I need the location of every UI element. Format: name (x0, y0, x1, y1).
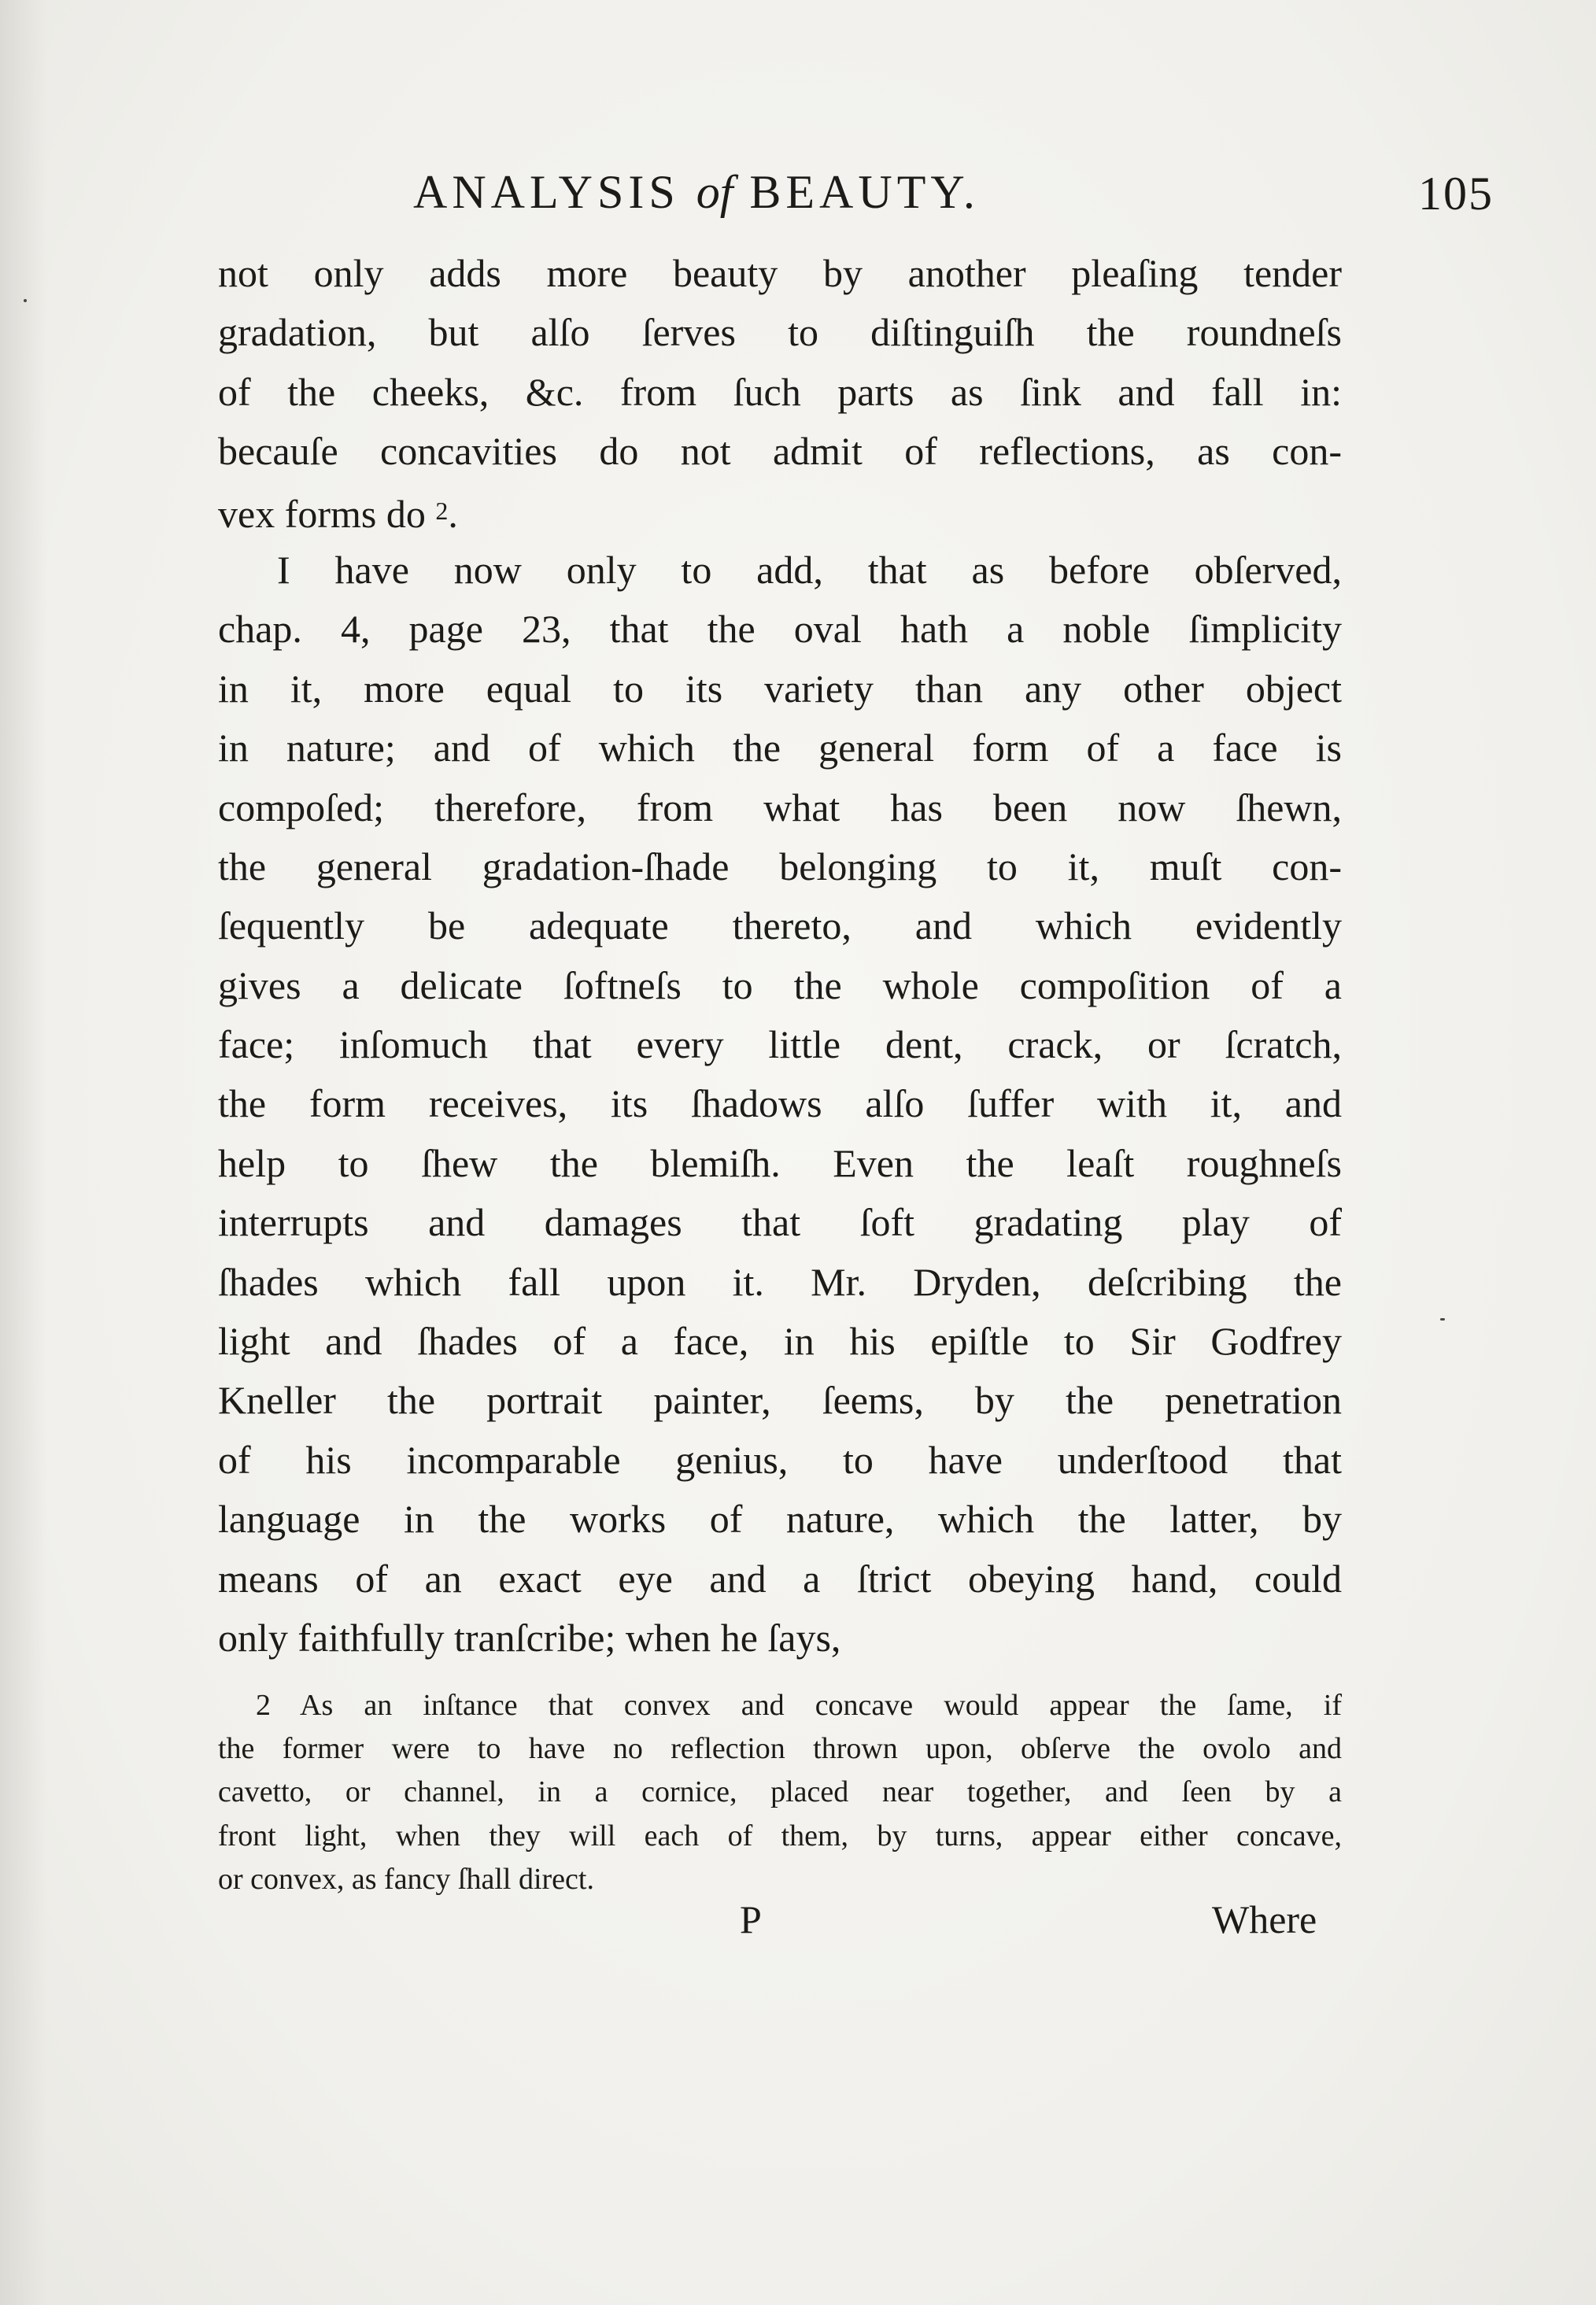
footnote-block (218, 1684, 1342, 1901)
footnote-line: front light, when they will each of them, by turns, appear either concave, (218, 1819, 1342, 1852)
body-line: becauſe concavities do not admit of reflections, as con- (218, 429, 1342, 474)
body-line: help to ſhew the blemiſh. Even the leaſt roughneſs (218, 1140, 1342, 1185)
running-head (0, 165, 1596, 228)
body-line-text: vex forms do (218, 491, 426, 536)
footnote-line: 2 As an inſtance that convex and concave would appear the ſame, if (256, 1689, 1342, 1722)
body-line: the general gradation-ſhade belonging to it, muſt con- (218, 844, 1342, 888)
body-text (218, 244, 1342, 1668)
catchword: Where (1212, 1897, 1317, 1941)
footnote-line: the former were to have no reflection thrown upon, obſerve the ovolo and (218, 1732, 1342, 1766)
title-part-1: ANALYSIS (413, 166, 680, 218)
body-line: chap. 4, page 23, that the oval hath a noble ſimplicity (218, 607, 1342, 652)
body-line: ſhades which fall upon it. Mr. Dryden, deſcribing the (218, 1259, 1342, 1304)
title-part-2: BEAUTY. (749, 166, 980, 218)
body-line: ſequently be adequate thereto, and which evidently (218, 903, 1342, 948)
signature-mark: P (740, 1897, 762, 1941)
gutter-shadow (0, 0, 47, 2305)
body-line: language in the works of nature, which the latter, by (218, 1497, 1342, 1542)
body-line-paragraph-start: I have now only to add, that as before obſerved, (277, 547, 1342, 592)
body-line: compoſed; therefore, from what has been now ſhewn, (218, 785, 1342, 829)
title-of: of (696, 166, 733, 218)
body-line: of his incomparable genius, to have underſtood that (218, 1437, 1342, 1482)
body-line-with-footnote-ref (218, 482, 1342, 541)
body-line: Kneller the portrait painter, ſeems, by the penetration (218, 1378, 1342, 1423)
body-line: light and ſhades of a face, in his epiſtle to Sir Godfrey (218, 1319, 1342, 1364)
body-line: means of an exact eye and a ſtrict obeying hand, could (218, 1556, 1342, 1601)
running-title (413, 165, 980, 220)
body-line: of the cheeks, &c. from ſuch parts as ſink and fall in: (218, 369, 1342, 414)
footnote-line: cavetto, or channel, in a cornice, placed near together, and ſeen by a (218, 1775, 1342, 1809)
body-line: interrupts and damages that ſoft gradating play of (218, 1200, 1342, 1245)
footnote-reference: 2 (435, 496, 449, 525)
body-line: gives a delicate ſoftneſs to the whole compoſition of a (218, 962, 1342, 1007)
body-line: in nature; and of which the general form of a face is (218, 726, 1342, 770)
footnote-line: or convex, as fancy ſhall direct. (218, 1862, 594, 1896)
body-line: the form receives, its ſhadows alſo ſuffer with it, and (218, 1081, 1342, 1126)
body-line: face; inſomuch that every little dent, crack, or ſcratch, (218, 1022, 1342, 1067)
body-line: in it, more equal to its variety than any other object (218, 666, 1342, 711)
paper-speck (1440, 1318, 1445, 1321)
footnote-reference-period: . (448, 491, 458, 536)
body-line: not only adds more beauty by another pleaſing tender (218, 251, 1342, 295)
body-line: only faithfully tranſcribe; when he ſays, (218, 1615, 841, 1660)
body-line: gradation, but alſo ſerves to diſtinguiſh the roundneſs (218, 310, 1342, 355)
paper-speck (24, 299, 27, 302)
page-number: 105 (1418, 168, 1494, 220)
